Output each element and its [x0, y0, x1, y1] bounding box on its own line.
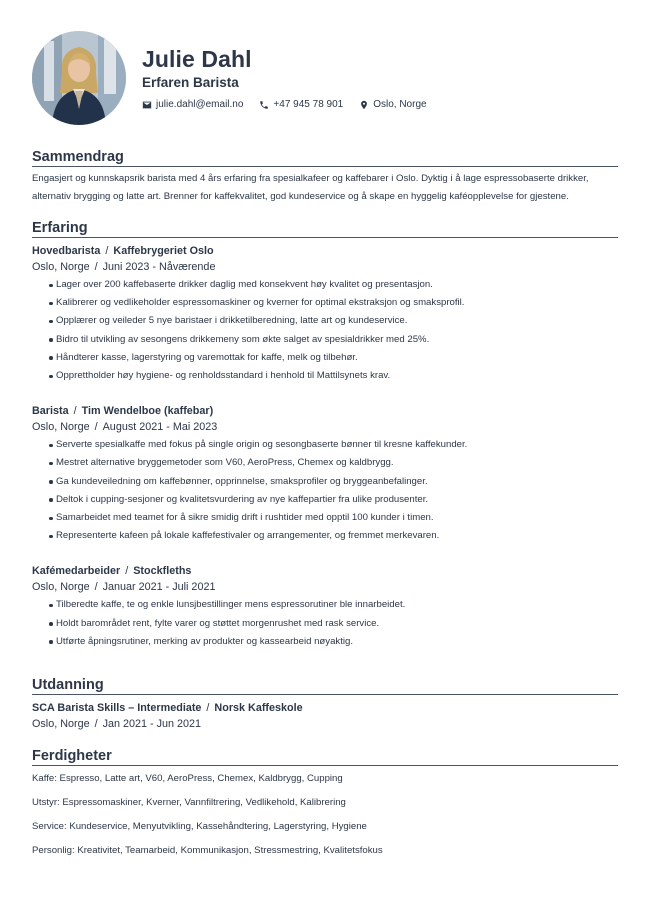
- education-location: Oslo, Norge: [32, 718, 90, 730]
- profile-photo: [32, 31, 126, 125]
- education-heading: SCA Barista Skills – Intermediate / Norsk Kaffeskole: [32, 702, 303, 714]
- location-text: Oslo, Norge: [373, 99, 427, 110]
- header-text: [142, 46, 443, 110]
- skill-line: Utstyr: Espressomaskiner, Kverner, Vannfiltrering, Vedlikehold, Kalibrering: [32, 797, 346, 808]
- section-heading: Sammendrag: [32, 148, 618, 167]
- job-bullets: [32, 276, 618, 385]
- summary-text: Engasjert og kunnskapsrik barista med 4 års erfaring fra spesialkafeer og kaffebarer i Oslo. Dyktig i å lage espressobaserte drikker, alternativ brygging og latte art. Brenner for kaffekvalitet, god kundeservice og å skape en hyggelig kaféopplevelse for gjestene.: [32, 173, 589, 202]
- contact-email[interactable]: [142, 99, 243, 110]
- location-pin-icon: [359, 100, 369, 110]
- list-item: Opprettholder høy hygiene- og renholdsstandard i henhold til Mattilsynets krav.: [49, 367, 618, 385]
- list-item: Håndterer kasse, lagerstyring og varemottak for kaffe, melk og tilbehør.: [49, 349, 618, 367]
- section-heading: Erfaring: [32, 219, 618, 238]
- skill-line: Service: Kundeservice, Menyutvikling, Kassehåndtering, Lagerstyring, Hygiene: [32, 821, 367, 832]
- degree: SCA Barista Skills – Intermediate: [32, 702, 202, 714]
- list-item: Samarbeidet med teamet for å sikre smidig drift i rushtider med opptil 100 kunder i timen.: [49, 509, 618, 527]
- list-item: Serverte spesialkaffe med fokus på single origin og sesongbaserte bønner til kresne kaffekunder.: [49, 436, 618, 454]
- phone-icon: [259, 100, 269, 110]
- list-item: Utførte åpningsrutiner, merking av produkter og kassearbeid nøyaktig.: [49, 633, 618, 651]
- skills-section: [32, 747, 618, 858]
- job-heading: Hovedbarista / Kaffebrygeriet Oslo: [32, 245, 214, 257]
- job-entry: [32, 404, 618, 545]
- phone-text: +47 945 78 901: [273, 99, 344, 110]
- job-company: Kaffebrygeriet Oslo: [113, 245, 214, 257]
- resume-header: [32, 31, 443, 125]
- mail-icon: [142, 100, 152, 110]
- experience-section: [32, 219, 618, 651]
- list-item: Ga kundeveiledning om kaffebønner, opprinnelse, smaksprofiler og bryggeanbefalinger.: [49, 473, 618, 491]
- job-company: Stockfleths: [133, 565, 192, 578]
- list-item: Holdt barområdet rent, fylte varer og støttet morgenrushet med rask service.: [49, 615, 618, 633]
- skill-line: Kaffe: Espresso, Latte art, V60, AeroPress, Chemex, Kaldbrygg, Cupping: [32, 773, 343, 784]
- job-meta: Oslo, Norge / August 2021 - Mai 2023: [32, 421, 218, 434]
- job-title: Erfaren Barista: [142, 75, 239, 90]
- job-dates: Januar 2021 - Juli 2021: [102, 581, 216, 594]
- job-meta: Oslo, Norge / Januar 2021 - Juli 2021: [32, 581, 216, 594]
- job-company: Tim Wendelboe (kaffebar): [81, 405, 214, 418]
- job-role: Barista: [32, 405, 69, 418]
- section-heading: Utdanning: [32, 676, 618, 695]
- list-item: Lager over 200 kaffebaserte drikker daglig med konsekvent høy kvalitet og presentasjon.: [49, 276, 618, 294]
- job-role: Kafémedarbeider: [32, 565, 121, 578]
- skills-list: [32, 772, 618, 858]
- education-meta: Oslo, Norge / Jan 2021 - Jun 2021: [32, 718, 202, 730]
- job-entry: [32, 244, 618, 385]
- contact-location: [359, 99, 426, 110]
- contact-row: [142, 99, 443, 110]
- list-item: Kalibrerer og vedlikeholder espressomaskiner og kverner for optimal ekstraksjon og smaksprofil.: [49, 294, 618, 312]
- full-name: Julie Dahl: [142, 46, 252, 72]
- job-bullets: [32, 436, 618, 545]
- job-entry: [32, 564, 618, 651]
- job-meta: Oslo, Norge / Juni 2023 - Nåværende: [32, 261, 216, 273]
- job-bullets: [32, 596, 618, 651]
- skill-line: Personlig: Kreativitet, Teamarbeid, Kommunikasjon, Stressmestring, Kvalitetsfokus: [32, 845, 383, 856]
- job-dates: Juni 2023 - Nåværende: [102, 261, 216, 273]
- summary-section: [32, 148, 618, 205]
- job-role: Hovedbarista: [32, 245, 101, 257]
- list-item: Bidro til utvikling av sesongens drikkemeny som økte salget av spesialdrikker med 25%.: [49, 331, 618, 349]
- job-location: Oslo, Norge: [32, 261, 90, 273]
- contact-phone[interactable]: [259, 99, 343, 110]
- school: Norsk Kaffeskole: [214, 702, 303, 714]
- job-location: Oslo, Norge: [32, 581, 90, 594]
- list-item: Tilberedte kaffe, te og enkle lunsjbestillinger mens espressorutiner ble innarbeidet.: [49, 596, 618, 614]
- avatar: [32, 31, 126, 125]
- list-item: Deltok i cupping-sesjoner og kvalitetsvurdering av nye kaffepartier fra ulike produsenter.: [49, 491, 618, 509]
- list-item: Representerte kafeen på lokale kaffefestivaler og arrangementer, og fremmet merkevaren.: [49, 527, 618, 545]
- job-heading: Kafémedarbeider / Stockfleths: [32, 565, 192, 578]
- education-entry: [32, 701, 618, 732]
- job-heading: Barista / Tim Wendelboe (kaffebar): [32, 405, 214, 418]
- education-section: [32, 676, 618, 732]
- job-location: Oslo, Norge: [32, 421, 90, 434]
- list-item: Mestret alternative bryggemetoder som V60, AeroPress, Chemex og kaldbrygg.: [49, 454, 618, 472]
- section-heading: Ferdigheter: [32, 747, 618, 766]
- list-item: Opplærer og veileder 5 nye baristaer i drikketilberedning, latte art og kundeservice.: [49, 312, 618, 330]
- education-dates: Jan 2021 - Jun 2021: [102, 718, 202, 730]
- email-text: julie.dahl@email.no: [156, 99, 244, 110]
- job-dates: August 2021 - Mai 2023: [102, 421, 218, 434]
